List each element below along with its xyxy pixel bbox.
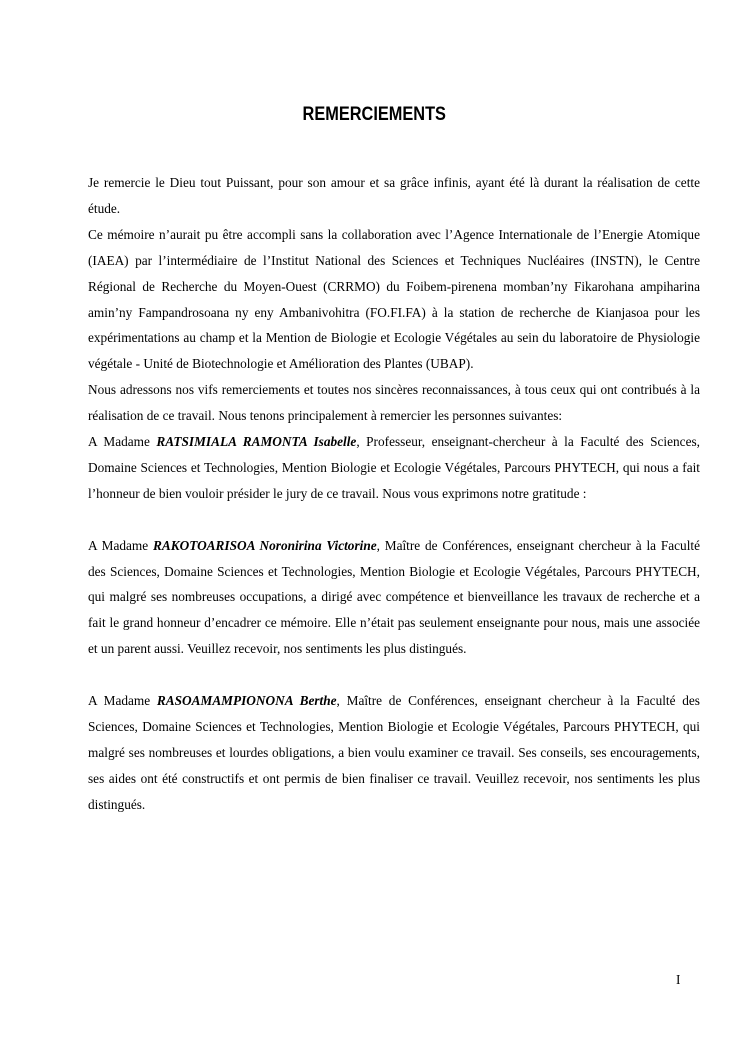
acknowledgements-body bbox=[88, 170, 700, 818]
page-number: I bbox=[676, 972, 681, 987]
salutation: A Madame bbox=[88, 434, 157, 450]
paragraph-examiner bbox=[88, 688, 700, 818]
paragraph-supervisor bbox=[88, 533, 700, 663]
paragraph-thanks-all: Nous adressons nos vifs remerciements et toutes nos sincères reconnaissances, à tous ceux qui ont contribués à la réalisation de ce travail. Nous tenons principalement à remercier les personnes suivantes: bbox=[88, 382, 700, 424]
salutation: A Madame bbox=[88, 537, 153, 553]
paragraph-text: , Maître de Conférences, enseignant chercheur à la Faculté des Sciences, Domaine Sciences et Technologies, Mention Biologie et Ecologie Végétales, Parcours PHYTECH, qui malgré ses nombreuses et lourdes obligations, a bien voulu examiner ce travail. Ses conseils, ses encouragements, ses aides ont été constructifs et ont permis de bien finaliser ce travail. Veuillez recevoir, nos sentiments les plus distingués. bbox=[88, 693, 700, 812]
page-title: REMERCIEMENTS bbox=[302, 104, 446, 125]
person-name: RASOAMAMPIONONA Berthe bbox=[156, 693, 337, 709]
paragraph-text: , Professeur, enseignant-chercheur à la Faculté des Sciences, Domaine Sciences et Technologies, Mention Biologie et Ecologie Végétales, Parcours PHYTECH, qui nous a fait l’honneur de bien vouloir présider le jury de ce travail. Nous vous exprimons notre gratitude : bbox=[88, 434, 700, 501]
paragraph-collaboration: Ce mémoire n’aurait pu être accompli sans la collaboration avec l’Agence Internationale de l’Energie Atomique (IAEA) par l’intermédiaire de l’Institut National des Sciences et Techniques Nucléaires (INSTN), le Centre Régional de Recherche du Moyen-Ouest (CRRMO) du Foibem-pirenena momban’ny Fikarohana ampiharina amin’ny Fampandrosoana ny eny Ambanivohitra (FO.FI.FA) à la station de recherche de Kianjasoa pour les expérimentations au champ et la Mention de Biologie et Ecologie Végétales au sein du laboratoire de Physiologie végétale - Unité de Biotechnologie et Amélioration des Plantes (UBAP). bbox=[88, 226, 700, 372]
paragraph-text: , Maître de Conférences, enseignant chercheur à la Faculté des Sciences, Domaine Sciences et Technologies, Mention Biologie et Ecologie Végétales, Parcours PHYTECH, qui malgré ses nombreuses occupations, a dirigé avec compétence et bienveillance les travaux de recherche et a fait le grand honneur d’encadrer ce mémoire. Elle n’était pas seulement enseignante pour nous, mais une associée et un parent aussi. Veuillez recevoir, nos sentiments les plus distingués. bbox=[88, 537, 700, 657]
person-name: RATSIMIALA RAMONTA Isabelle bbox=[156, 434, 357, 450]
person-name: RAKOTOARISOA Noronirina Victorine bbox=[152, 537, 377, 553]
paragraph-thanks-god: Je remercie le Dieu tout Puissant, pour son amour et sa grâce infinis, ayant été là durant la réalisation de cette étude. bbox=[88, 175, 700, 216]
salutation: A Madame bbox=[88, 693, 157, 709]
paragraph-jury-president bbox=[88, 429, 700, 507]
